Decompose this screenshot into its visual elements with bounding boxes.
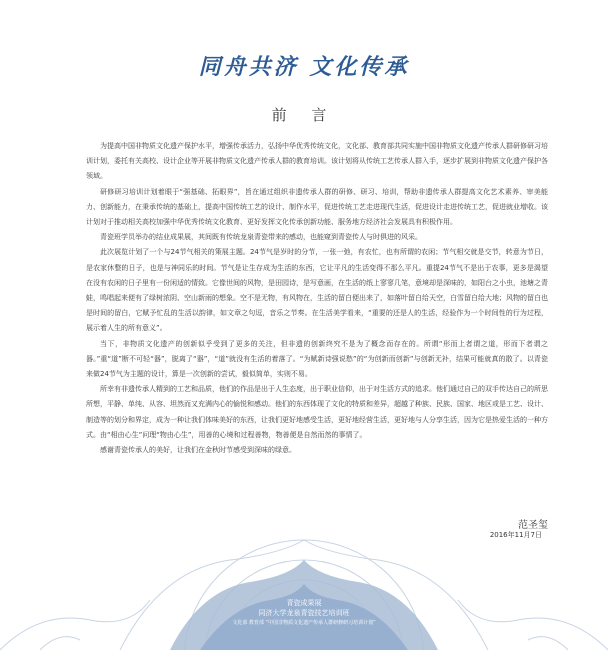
decorative-pattern <box>0 510 608 650</box>
preface-body <box>86 139 548 458</box>
paragraph: 所幸有非遗传承人精到的工艺和品质，他们的作品是出于人生态度，出于职业信仰，出于对生活方式的追求。他们通过自己的双手传达自己的所思所想，平静、单纯、从容、坦然而又充满内心的愉悦和感动。他们的东西体现了文化的特质和差异，超越了种族、民族、国家、地区或是工艺、设计、制造等的划分和界定，成为一种让我们体味美好的东西，让我们更好地感受生活，更好地经营生活，更好地与人分享生活，因为它是热爱生活的一种方式。由“相由心生”问理“物由心生”，用善的心境和过程善物，物善便是自然而然的事情了。 <box>86 385 548 439</box>
footer-line-1: 青瓷成果展 <box>286 599 322 607</box>
paragraph: 青瓷班学员举办的结业成果展，其间既有传统龙泉青瓷带来的感动，也能窥到青瓷传人与时俱进的风采。 <box>100 233 422 242</box>
paragraph: 当下，非物质文化遗产的创新似乎受到了更多的关注，但非遗的创新终究不是为了概念而存在的。所谓“形而上者谓之道，形而下者谓之器。”重“道”断不可轻“器”，脱离了“器”，“道”就没有生活的着落了。“为赋新诗强说愁”的“为创新而创新”与创新无补，结果可能就真的散了。以青瓷来做24节气为主题的设计，算是一次创新的尝试，毅似简单，实则不易。 <box>86 339 548 379</box>
preface-heading: 前 言 <box>271 106 337 124</box>
paragraph: 感谢青瓷传承人的美好，让我们在金秋时节感受到深味的绿意。 <box>100 446 296 455</box>
footer-line-2: 同济大学龙泉青瓷技艺培训班 <box>258 609 350 617</box>
footer <box>0 598 608 628</box>
footer-line-3: 文化部 教育部 “中国非物质文化遗产传承人群研修研习培训计划” <box>232 620 376 626</box>
page-title: 同舟共济 文化传承 <box>198 54 410 80</box>
paragraph: 此次展览计划了一个与24节气相关的策展主题。24节气是岁时的分节，一张一弛，有农忙，也有所谓的农闲；节气相交就是交节，转意为节日，是农家休整的日子，也是与神同乐的时间。节气是让生存成为生活的东西，它让平凡的生活变得不那么平凡。重提24节气不是出于农事，更多是渴望在没有农闲的日子里有一份闲适的情致。它像世间的风物，是田园诗，是写意画，在生活的纸上寥寥几笔，意境却是深味的，如阳台之小虫，池塘之青蛙，鸣唱起来便有了绿树浓阴、空山新雨的想象。空不是无物，有风物在，生活的留白便出来了，如落叶留白给天空，白雪留白给大地；风物的留白也是时间的留白，它赋予忙乱的生活以韵律，如文章之句逗，音乐之节奏。在生活美学看来，“重要的还是人的生活，经验作为一个时间性的行为过程，展示着人生的所有意义”。 <box>86 248 548 333</box>
paragraph: 研修研习培训计划着眼于“强基础、拓眼界”，旨在通过组织非遗传承人群的研修、研习、培训，帮助非遗传承人群提高文化艺术素养、审美能力、创新能力，在秉承传统的基础上，提高中国传统工艺的设计、制作水平，促进传统工艺走进现代生活，促进设计走进传统工艺，促进就业增收。该计划对于推动相关高校加强中华优秀传统文化教育、更好发挥文化传承创新功能、服务地方经济社会发展具有积极作用。 <box>86 187 548 227</box>
signature: 范圣玺 <box>518 520 548 531</box>
paragraph: 为提高中国非物质文化遗产保护水平，增强传承活力，弘扬中华优秀传统文化，文化部、教育部共同实施中国非物质文化遗产传承人群研修研习培训计划，委托有关高校、设计企业等开展非物质文化遗产传承人群的教育培训。该计划将从传统工艺传承人群入手，逐步扩展到非物质文化遗产保护各领域。 <box>86 142 548 181</box>
date: 2016年11月7日 <box>489 531 542 539</box>
